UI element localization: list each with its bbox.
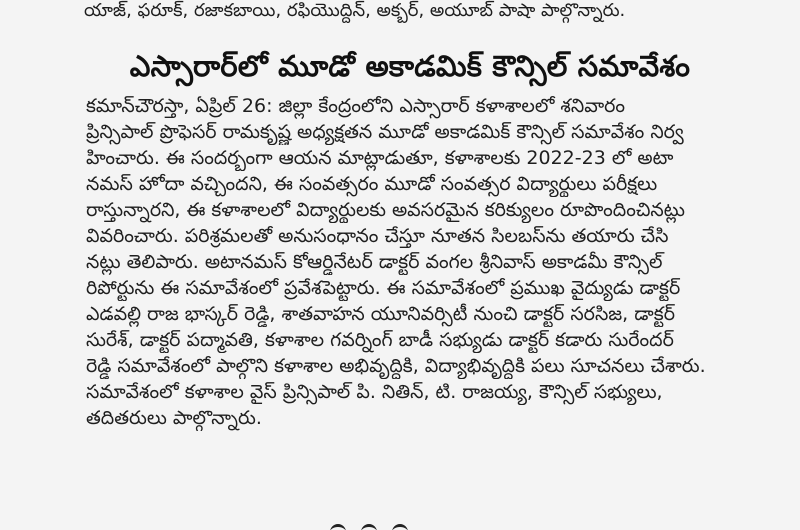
article-line: ఎడవల్లి రాజ భాస్కర్ రెడ్డి, శాతవాహన యూనివర్సిటీ నుంచి డాక్టర్ సరసిజ, డాక్టర్ bbox=[86, 303, 675, 325]
cropped-glyph-mark bbox=[330, 524, 346, 530]
article-line: ప్రిన్సిపాల్ ప్రొఫెసర్ రామకృష్ణ అధ్యక్షతన మూడో అకాడమిక్ కౌన్సిల్ సమావేశం నిర్వ bbox=[86, 121, 684, 143]
previous-article-last-line: యాజ్, ఫరూక్, రజాకబాయి, రఫియొద్దిన్, అక్బర్, అయూబ్ పాషా పాల్గొన్నారు. bbox=[84, 0, 626, 21]
article-line: రిపోర్టును ఈ సమావేశంలో ప్రవేశపెట్టారు. ఈ సమావేశంలో ప్రముఖ వైద్యుడు డాక్టర్ bbox=[86, 277, 681, 299]
article-line: తదితరులు పాల్గొన్నారు. bbox=[86, 407, 262, 429]
article-line: వివరించారు. పరిశ్రమలతో అనుసంధానం చేస్తూ నూతన సిలబస్‌ను తయారు చేసి bbox=[86, 225, 669, 247]
cropped-next-heading-marks bbox=[330, 514, 440, 530]
article-body bbox=[86, 93, 756, 431]
article-line: రెడ్డి సమావేశంలో పాల్గొని కళాశాల అభివృద్ధికి, విద్యాభివృద్ధికి పలు సూచనలు చేశారు. bbox=[86, 355, 706, 377]
cropped-glyph-mark bbox=[392, 524, 408, 530]
article-line: నమస్ హోదా వచ్చిందని, ఈ సంవత్సరం మూడో సంవత్సర విద్యార్థులు పరీక్షలు bbox=[86, 173, 658, 195]
article-line: సమావేశంలో కళాశాల వైస్ ప్రిన్సిపాల్ పి. నితిన్, టి. రాజయ్య, కౌన్సిల్ సభ్యులు, bbox=[86, 381, 663, 403]
article-line: సురేశ్, డాక్టర్ పద్మావతి, కళాశాల గవర్నింగ్ బాడీ సభ్యుడు డాక్టర్ కడారు సురేందర్ bbox=[86, 329, 674, 351]
article-line: కమాన్‌చౌరస్తా, ఏప్రిల్ 26: జిల్లా కేంద్రంలోని ఎస్సారార్ కళాశాలలో శనివారం bbox=[86, 95, 626, 117]
article-headline: ఎస్సారార్‌లో మూడో అకాడమిక్ కౌన్సిల్ సమావేశం bbox=[129, 49, 691, 83]
article-line: రాస్తున్నారని, ఈ కళాశాలలో విద్యార్థులకు అవసరమైన కరిక్యులం రూపొందించినట్లు bbox=[86, 199, 685, 221]
cropped-glyph-mark bbox=[361, 524, 377, 530]
article-line: నట్లు తెలిపారు. అటానమస్ కోఆర్డినేటర్ డాక్టర్ వంగల శ్రీనివాస్ అకాడమీ కౌన్సిల్ bbox=[86, 251, 663, 273]
article-line: హించారు. ఈ సందర్భంగా ఆయన మాట్లాడుతూ, కళాశాలకు 2022-23 లో అటా bbox=[86, 147, 674, 169]
